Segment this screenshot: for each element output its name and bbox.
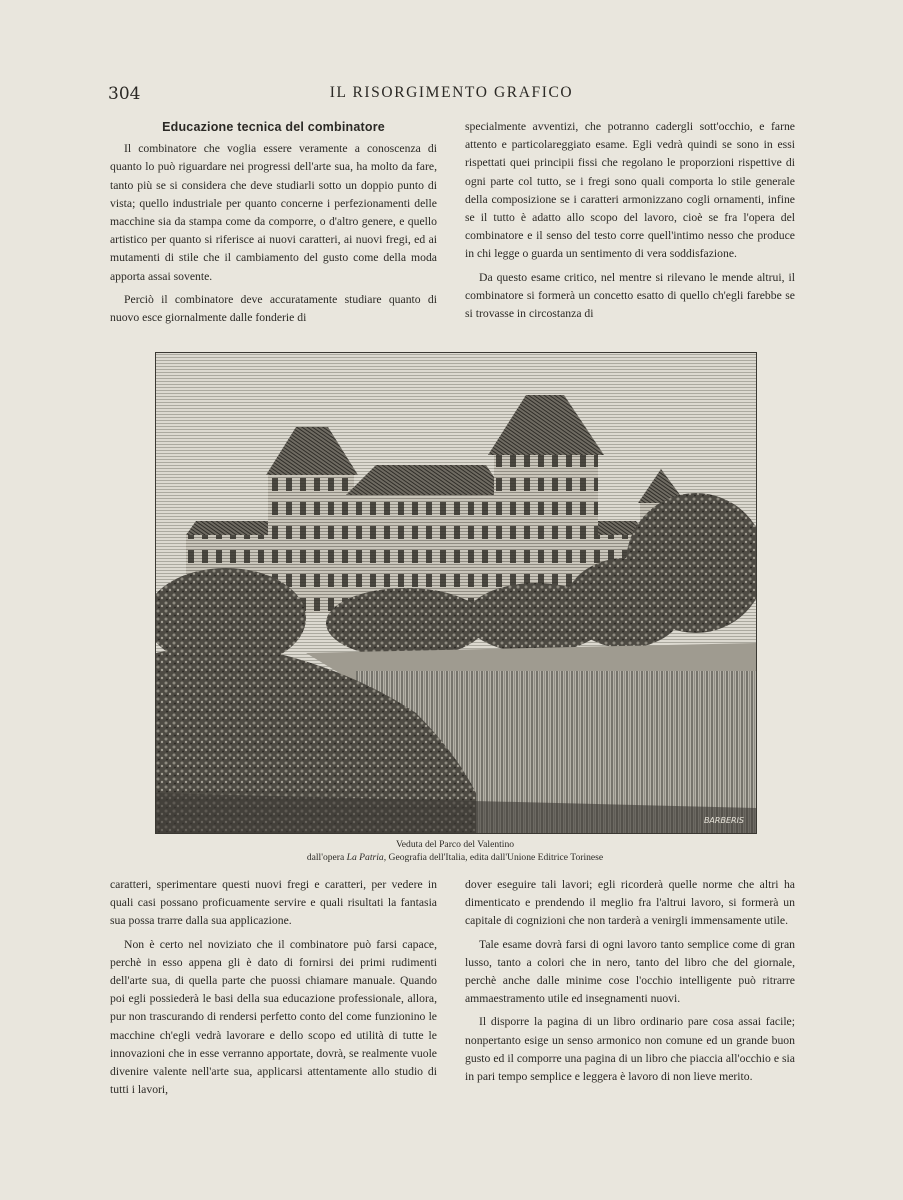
paragraph: caratteri, sperimentare questi nuovi fregi e caratteri, per vedere in quali casi possano proficuamente servire e quali risultati la fantasia sua possa trarre dalla sua applicazione. [110,878,437,928]
page-number: 304 [108,84,141,104]
article-heading: Educazione tecnica del combinatore [162,120,385,134]
column-2 [465,118,795,323]
paragraph: dover eseguire tali lavori; egli ricorderà quelle norme che altri ha dimenticato e prendendo il meglio fra l'altrui lavoro, si formerà un capitale di cognizioni che non tarderà a venirgli immensamente utile. [465,878,795,928]
caption-line-2 [155,851,755,864]
paragraph: Non è certo nel noviziato che il combinatore può farsi capace, perchè in esso appena gli è dato di fornirsi dei primi rudimenti dell'arte sua, di quella parte che puossi chiamare manuale. Quando poi egli possiederà le basi della sua educazione professionale, allora, pur non trascurando di rendersi perfetto conto del come funzionino le macchine ch'egli vedrà lavorare e dello scopo ed utilità di tutte le innovazioni che in esse verranno apportate, dovrà, se realmente vuole divenire valente nell'arte sua, applicarsi attentamente allo studio di tutti i lavori, [110,937,437,1097]
caption-line-1: Veduta del Parco del Valentino [395,839,515,850]
caption-work-title: La Patria, [346,852,387,863]
paragraph: specialmente avventizi, che potranno cadergli sott'occhio, e farne attento e particolareggiato esame. Egli vedrà quindi se sono in essi rispettati quei principii fissi che regolano le proporzioni rispettive di ogni parte col tutto, se i fregi sono quali comporta lo stile generale della composizione se i caratteri armonizzano cogli ornamenti, infine se il tutto è adatto allo scopo del lavoro, cioè se fra l'opera del combinatore e il senso del testo corre quell'intimo nesso che produce in chi legge o guarda un sentimento di vera soddisfazione. [465,120,795,261]
journal-title: IL RISORGIMENTO GRAFICO [329,84,574,101]
column-3 [110,876,437,1099]
paragraph: Da questo esame critico, nel mentre si rilevano le mende altrui, il combinatore si formerà un concetto esatto di quello ch'egli farebbe se si trovasse in circostanza di [465,270,795,321]
valentino-castle-engraving [156,353,756,833]
paragraph: Il disporre la pagina di un libro ordinario pare cosa assai facile; nonpertanto esige un senso armonico non comune ed un grande buon gusto ed il comporre una pagina di un libro che piaccia all'occhio e sia in pari tempo semplice e leggera è lavoro di non lieve merito. [465,1015,795,1084]
engraver-signature: BARBERIS [703,816,744,825]
caption-prefix: dall'opera [306,852,345,863]
paragraph: Il combinatore che voglia essere veramente a conoscenza di quanto lo può riguardare nei progressi dell'arte sua, ha molto da fare, tanto più se si considera che deve studiarli sotto un doppio punto di vista; quello industriale per quanto concerne i perfezionamenti delle macchine sia da stampa come da comporre, o d'altro genere, e quello artistico per quanto si riferisce ai nuovi caratteri, ai nuovi fregi, ed ai mutamenti di stile che il cambiamento del gusto come della moda apporta assai sovente. [110,142,437,283]
column-1 [110,118,437,327]
caption-suffix: Geografia dell'Italia, edita dall'Unione Editrice Torinese [388,852,604,863]
paragraph: Perciò il combinatore deve accuratamente studiare quanto di nuovo esce giornalmente dalle fonderie di [110,292,437,325]
column-4 [465,876,795,1086]
figure-caption [155,838,755,864]
running-header [0,84,903,106]
engraving-illustration [155,352,757,834]
paragraph: Tale esame dovrà farsi di ogni lavoro tanto semplice come di gran lusso, tanto a colori che in nero, tanto del libro che del giornale, perchè anche dalle minime cose l'occhio intelligente può ritrarre ammaestramento utile ed insegnamenti nuovi. [465,937,795,1006]
